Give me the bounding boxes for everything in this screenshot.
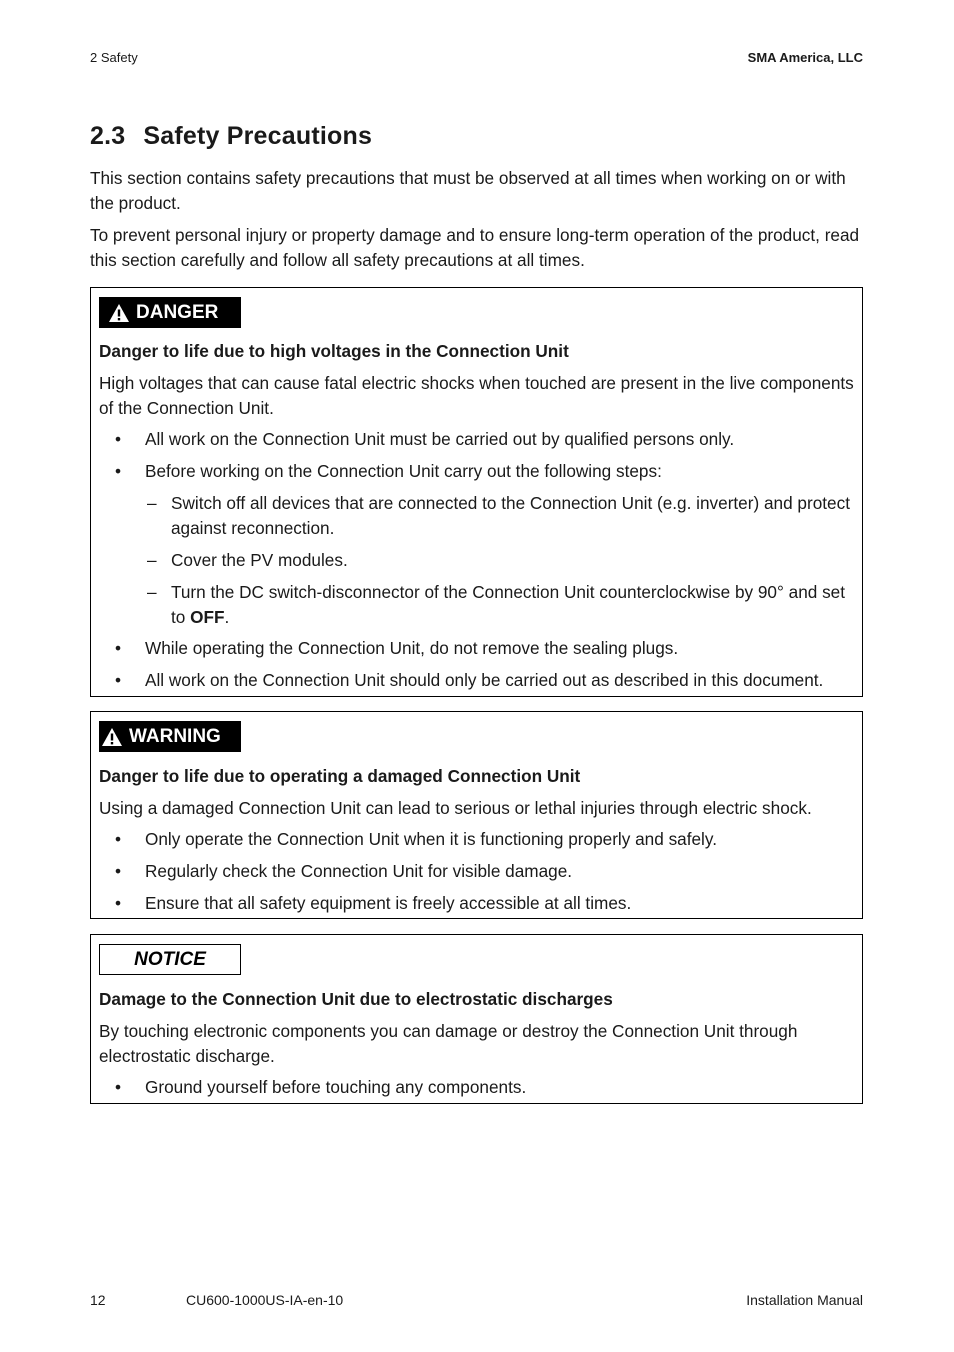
notice-box (90, 934, 863, 1104)
danger-heading: Danger to life due to high voltages in the Connection Unit (99, 341, 569, 361)
notice-heading: Damage to the Connection Unit due to electrostatic discharges (99, 989, 613, 1009)
warning-bullet-1: • Only operate the Connection Unit when it is functioning properly and safely. (145, 827, 854, 852)
danger-step-3-bold: OFF (190, 607, 225, 627)
footer-doc-type: Installation Manual (746, 1292, 863, 1308)
danger-step-2: – Cover the PV modules. (171, 548, 854, 573)
intro-paragraph-1: This section contains safety precautions that must be observed at all times when working on or with the product. (90, 168, 846, 213)
intro-paragraph-2: To prevent personal injury or property damage and to ensure long-term operation of the product, read this section carefully and follow all safety precautions at all times. (90, 225, 860, 270)
warning-description: Using a damaged Connection Unit can lead to serious or lethal injuries through electric shock. (99, 798, 812, 818)
notice-bullet-1: • Ground yourself before touching any components. (145, 1075, 854, 1100)
warning-triangle-icon (108, 303, 130, 323)
section-number: 2.3 (90, 122, 126, 150)
danger-step-3-text: Turn the DC switch-disconnector of the Connection Unit counterclockwise by 90° and set to (171, 582, 846, 627)
danger-bullet-2: • Before working on the Connection Unit carry out the following steps: (145, 459, 854, 484)
warning-bullet-2: • Regularly check the Connection Unit for visible damage. (145, 859, 854, 884)
header-company: SMA America, LLC (747, 50, 863, 65)
warning-label-text: WARNING (129, 725, 221, 747)
footer-page-number: 12 (90, 1292, 106, 1308)
danger-label (99, 297, 241, 328)
danger-step-3-end: . (224, 607, 230, 627)
section-title-text: Safety Precautions (143, 122, 373, 150)
notice-description: By touching electronic components you can damage or destroy the Connection Unit through electrostatic discharge. (99, 1021, 798, 1066)
warning-bullet-3: • Ensure that all safety equipment is freely accessible at all times. (145, 891, 854, 916)
danger-bullet-1: • All work on the Connection Unit must be carried out by qualified persons only. (145, 427, 854, 452)
danger-step-1: – Switch off all devices that are connected to the Connection Unit (e.g. inverter) and protect against reconnection. (171, 491, 854, 541)
warning-label (99, 721, 241, 752)
warning-triangle-icon (101, 727, 123, 747)
danger-box (90, 287, 863, 697)
danger-step-3 (171, 580, 854, 630)
danger-description: High voltages that can cause fatal electric shocks when touched are present in the live components of the Connection Unit. (99, 373, 854, 418)
footer-doc-id: CU600-1000US-IA-en-10 (186, 1292, 344, 1308)
warning-heading: Danger to life due to operating a damaged Connection Unit (99, 766, 581, 786)
warning-box (90, 711, 863, 919)
danger-bullet-4: • All work on the Connection Unit should only be carried out as described in this document. (145, 668, 854, 693)
section-title (90, 122, 372, 151)
danger-label-text: DANGER (136, 301, 219, 323)
header-section: 2 Safety (90, 50, 138, 65)
danger-bullet-3: • While operating the Connection Unit, do not remove the sealing plugs. (145, 636, 854, 661)
notice-label: NOTICE (99, 944, 241, 975)
